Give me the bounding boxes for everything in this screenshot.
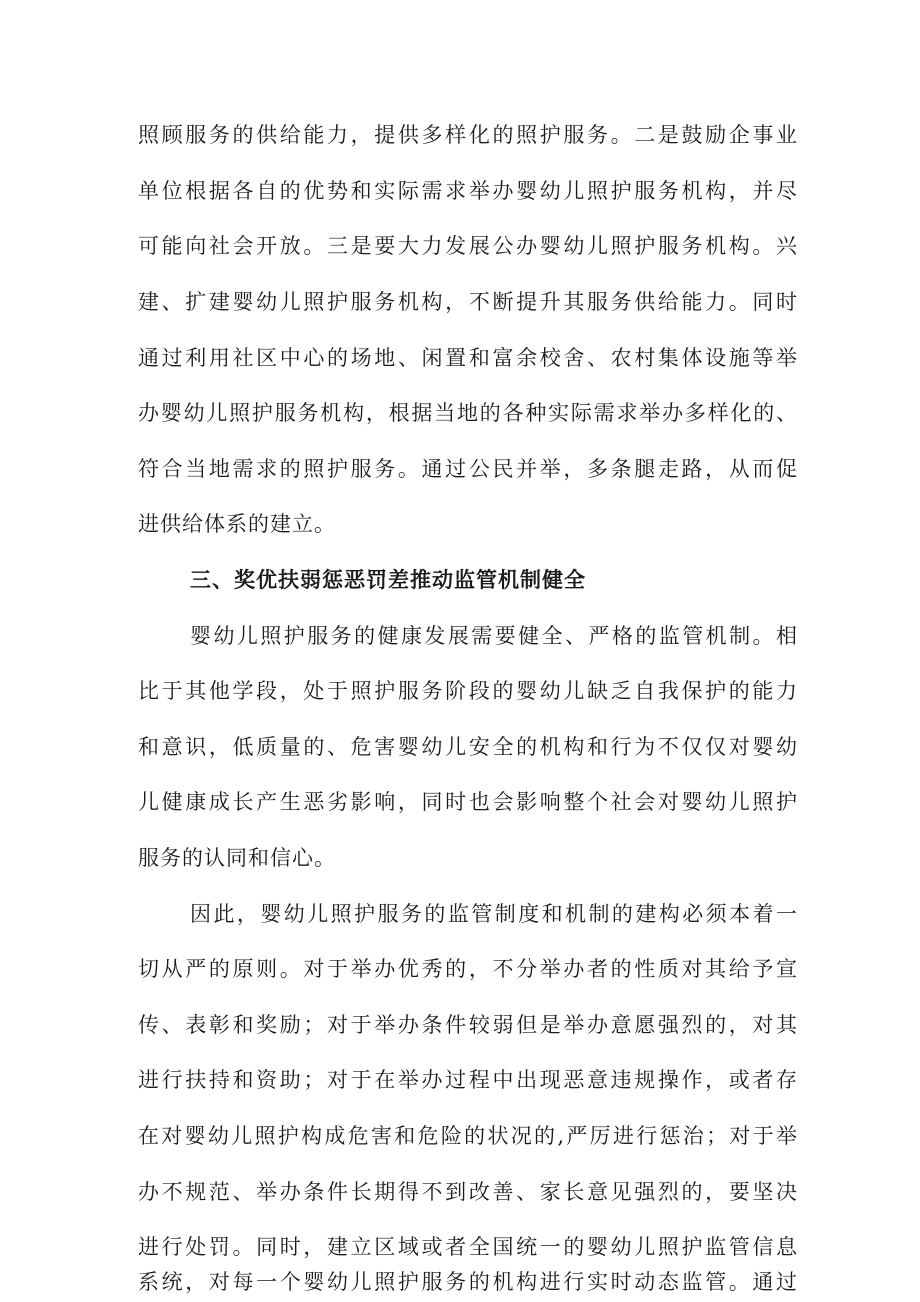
- body-text-line: 办婴幼儿照护服务机构，根据当地的各种实际需求举办多样化的、: [138, 401, 798, 425]
- paragraph-first-line: 婴幼儿照护服务的健康发展需要健全、严格的监管机制。相: [190, 624, 798, 648]
- body-text-line: 照顾服务的供给能力，提供多样化的照护服务。二是鼓励企事业: [138, 123, 798, 147]
- body-text-line: 传、表彰和奖励；对于举办条件较弱但是举办意愿强烈的，对其: [138, 1013, 798, 1037]
- body-text-line: 建、扩建婴幼儿照护服务机构，不断提升其服务供给能力。同时: [138, 290, 798, 314]
- section-heading: 三、奖优扶弱惩恶罚差推动监管机制健全: [190, 568, 586, 592]
- body-text-line: 系统，对每一个婴幼儿照护服务的机构进行实时动态监管。通过: [138, 1270, 798, 1294]
- body-text-line: 办不规范、举办条件长期得不到改善、家长意见强烈的，要坚决: [138, 1180, 798, 1204]
- body-text-line: 进行扶持和资助；对于在举办过程中出现恶意违规操作，或者存: [138, 1068, 798, 1092]
- body-text-line: 儿健康成长产生恶劣影响，同时也会影响整个社会对婴幼儿照护: [138, 790, 798, 814]
- body-text-line: 比于其他学段，处于照护服务阶段的婴幼儿缺乏自我保护的能力: [138, 679, 798, 703]
- body-text-line: 和意识，低质量的、危害婴幼儿安全的机构和行为不仅仅对婴幼: [138, 735, 798, 759]
- body-text-line: 通过利用社区中心的场地、闲置和富余校舍、农村集体设施等举: [138, 346, 798, 370]
- body-text-line: 切从严的原则。对于举办优秀的，不分举办者的性质对其给予宣: [138, 957, 798, 981]
- body-text-line: 单位根据各自的优势和实际需求举办婴幼儿照护服务机构，并尽: [138, 179, 798, 203]
- paragraph-first-line: 因此，婴幼儿照护服务的监管制度和机制的建构必须本着一: [190, 902, 798, 926]
- body-text-line: 服务的认同和信心。: [138, 846, 336, 870]
- body-text-line: 符合当地需求的照护服务。通过公民并举，多条腿走路，从而促: [138, 457, 798, 481]
- body-text-line: 在对婴幼儿照护构成危害和危险的状况的,严厉进行惩治；对于举: [138, 1124, 798, 1148]
- body-text-line: 进供给体系的建立。: [138, 512, 336, 536]
- body-text-line: 进行处罚。同时，建立区域或者全国统一的婴幼儿照护监管信息: [138, 1235, 798, 1259]
- body-text-line: 可能向社会开放。三是要大力发展公办婴幼儿照护服务机构。兴: [138, 234, 798, 258]
